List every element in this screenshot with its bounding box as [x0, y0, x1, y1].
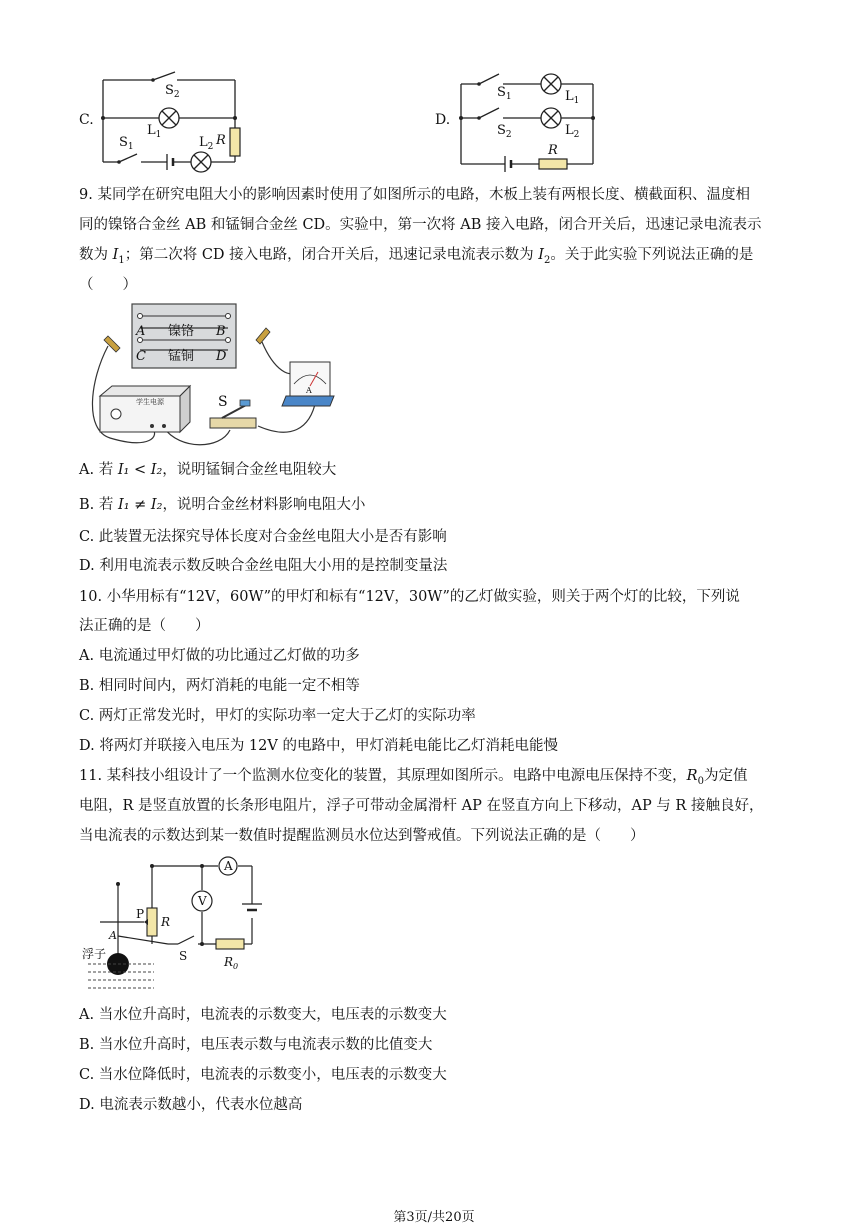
- circuit-diagram-option-d: [455, 62, 605, 174]
- q11-option-d: D. 电流表示数越小，代表水位越高: [79, 1097, 303, 1113]
- q11-stem-line-2: 电阻，R 是竖直放置的长条形电阻片，浮子可带动金属滑杆 AP 在竖直方向上下移动，AP 与 R 接触良好，: [79, 798, 764, 814]
- q11-water-level-circuit: [82, 852, 272, 997]
- page-footer: 第3页/共20页: [393, 1210, 475, 1225]
- q9-option-c: C. 此装置无法探究导体长度对合金丝电阻大小是否有影响: [79, 529, 447, 545]
- label-s1: $S_1$: [497, 85, 512, 102]
- wire-c-label: C: [136, 349, 146, 364]
- option-d-label: D.: [435, 112, 451, 128]
- q10-stem-line-2: 法正确的是（ ）: [79, 618, 210, 634]
- circuit-diagram-option-c: [95, 70, 255, 180]
- resistor-r-label: R: [161, 915, 171, 929]
- q10-option-c: C. 两灯正常发光时，甲灯的实际功率一定大于乙灯的实际功率: [79, 708, 476, 724]
- label-l2: $L_2$: [565, 123, 580, 140]
- q9-experiment-figure: [90, 300, 400, 450]
- switch-s-label: S: [179, 949, 188, 963]
- label-l2: $L_2$: [199, 135, 214, 152]
- slider-p-label: P: [136, 907, 145, 921]
- option-c-label: C.: [79, 112, 94, 128]
- q9-option-d: D. 利用电流表示数反映合金丝电阻大小用的是控制变量法: [79, 558, 448, 574]
- ammeter-label: A: [224, 859, 233, 873]
- voltmeter-label: V: [198, 894, 207, 908]
- r0-label: $R_0$: [224, 955, 239, 971]
- label-r: R: [548, 143, 558, 158]
- q11-option-c: C. 当水位降低时，电流表的示数变小，电压表的示数变大: [79, 1067, 447, 1083]
- ammeter-label: A: [306, 386, 312, 395]
- wire-d-label: D: [216, 349, 227, 364]
- alligator-clip-right: [256, 328, 270, 344]
- q10-option-a: A. 电流通过甲灯做的功比通过乙灯做的功多: [79, 648, 360, 664]
- switch-label: S: [218, 394, 228, 410]
- label-s2: $S_2$: [497, 123, 512, 140]
- wire-a-label: A: [136, 324, 146, 339]
- q10-option-d: D. 将两灯并联接入电压为 12V 的电路中，甲灯消耗电能比乙灯消耗电能慢: [79, 738, 558, 754]
- q11-option-b: B. 当水位升高时，电压表示数与电流表示数的比值变大: [79, 1037, 433, 1053]
- wire-ab-material: 镍铬: [168, 324, 195, 339]
- label-s2: $S_2$: [165, 83, 180, 100]
- q9-option-a: A. 若 I₁ < I₂，说明锰铜合金丝电阻较大: [79, 462, 337, 478]
- q9-option-b: B. 若 I₁ ≠ I₂，说明合金丝材料影响电阻大小: [79, 497, 366, 513]
- q11-stem-line-3: 当电流表的示数达到某一数值时提醒监测员水位达到警戒值。下列说法正确的是（ ）: [79, 828, 645, 844]
- label-s1: $S_1$: [119, 135, 134, 152]
- q10-stem-line-1: 10. 小华用标有“12V，60W”的甲灯和标有“12V，30W”的乙灯做实验，则关于两个灯的比较，下列说: [79, 589, 740, 605]
- q10-option-b: B. 相同时间内，两灯消耗的电能一定不相等: [79, 678, 360, 694]
- rod-a-label: A: [109, 929, 117, 942]
- q9-stem-line-2: 同的镍铬合金丝 AB 和锰铜合金丝 CD。实验中，第一次将 AB 接入电路，闭合开关后，迅速记录电流表示: [79, 217, 762, 233]
- label-l1: $L_1$: [565, 89, 580, 106]
- float-label: 浮子: [82, 947, 107, 961]
- label-r: R: [216, 133, 226, 148]
- q9-stem-line-1: 9. 某同学在研究电阻大小的影响因素时使用了如图所示的电路，木板上装有两根长度、横截面积、温度相: [79, 187, 750, 203]
- q9-answer-paren: （ ）: [79, 277, 137, 293]
- wire-cd-material: 锰铜: [168, 349, 195, 364]
- wire-b-label: B: [216, 324, 226, 339]
- label-l1: $L_1$: [147, 123, 162, 140]
- knife-switch: [210, 418, 256, 428]
- q9-stem-line-3: 数为 $I_1$；第二次将 CD 接入电路，闭合开关后，迅速记录电流表示数为 $I_2$。关于此实验下列说法正确的是: [79, 247, 754, 266]
- q11-stem-line-1: 11. 某科技小组设计了一个监测水位变化的装置，其原理如图所示。电路中电源电压保持不变，$R_0$为定值: [79, 768, 748, 787]
- q11-option-a: A. 当水位升高时，电流表的示数变大，电压表的示数变大: [79, 1007, 447, 1023]
- power-supply-label: 学生电源: [136, 398, 164, 406]
